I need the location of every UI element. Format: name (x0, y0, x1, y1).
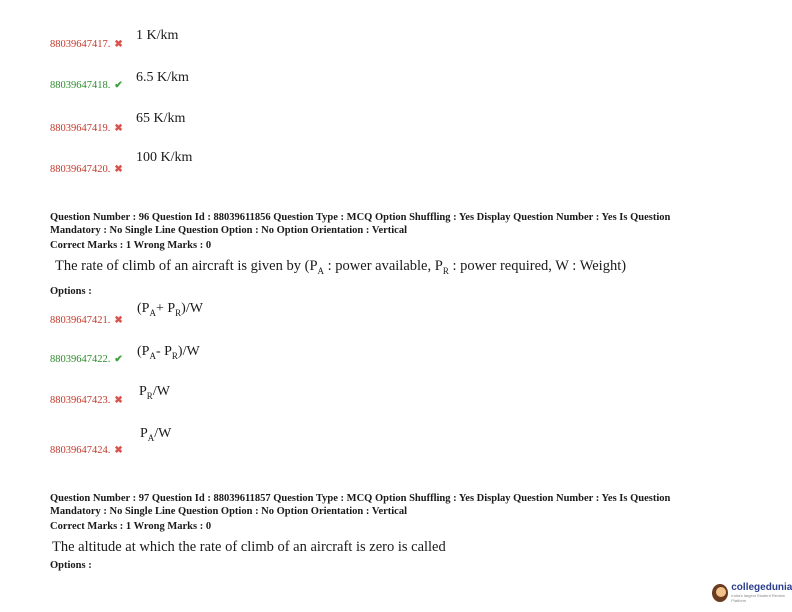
question-96-options-label: Options : (50, 286, 92, 297)
option-id-88039647419: 88039647419. ✖ (50, 123, 123, 134)
wrong-mark-icon: ✖ (114, 164, 123, 175)
option-id-88039647418: 88039647418. ✔ (50, 80, 123, 91)
question-97-header (50, 493, 740, 518)
option-text-88039647421: $(P_A+ P_R)/W$ (137, 301, 203, 318)
wrong-mark-icon: ✖ (114, 315, 123, 326)
correct-check-icon: ✔ (114, 354, 123, 365)
logo-brand: collegedunia (731, 582, 792, 593)
correct-check-icon: ✔ (114, 80, 123, 91)
option-id-88039647420: 88039647420. ✖ (50, 164, 123, 175)
question-96-header-line2: Mandatory : No Single Line Question Option : No Option Orientation : Vertical (50, 224, 408, 236)
option-text-88039647418: 6.5 K/km (136, 70, 189, 85)
question-96-header (50, 212, 740, 237)
wrong-mark-icon: ✖ (114, 395, 123, 406)
option-text-88039647420: 100 K/km (136, 150, 193, 165)
question-96-marks: Correct Marks : 1 Wrong Marks : 0 (50, 240, 212, 251)
question-97-marks: Correct Marks : 1 Wrong Marks : 0 (50, 521, 212, 532)
question-96-header-line1: Question Number : 96 Question Id : 88039611856 Question Type : MCQ Option Shuffling : Yes Display Question Number : Yes Is Question (50, 212, 671, 223)
option-id-88039647421: 88039647421. ✖ (50, 315, 123, 326)
question-97-header-line1: Question Number : 97 Question Id : 88039611857 Question Type : MCQ Option Shuffling : Yes Display Question Number : Yes Is Question (50, 493, 671, 504)
option-text-88039647419: 65 K/km (136, 111, 186, 126)
wrong-mark-icon: ✖ (114, 39, 123, 50)
option-text-88039647423: $P_R/W$ (139, 384, 170, 401)
mascot-icon (712, 584, 728, 602)
option-id-88039647424: 88039647424. ✖ (50, 445, 123, 456)
logo-tagline: India's largest Student Review Platform (731, 593, 785, 603)
wrong-mark-icon: ✖ (114, 445, 123, 456)
question-96-text: The rate of climb of an aircraft is given by ($P_A$ : power available, $P_R$ : power required, W : Weight) (55, 258, 627, 276)
option-text-88039647422: ($P_A-$ $P_R)/W$ (137, 344, 200, 361)
question-97-text: The altitude at which the rate of climb of an aircraft is zero is called (52, 539, 446, 555)
collegedunia-logo (712, 583, 792, 603)
option-id-88039647423: 88039647423. ✖ (50, 395, 123, 406)
wrong-mark-icon: ✖ (114, 123, 123, 134)
option-text-88039647417: 1 K/km (136, 28, 179, 43)
option-text-88039647424: $P_A/W$ (140, 426, 172, 443)
question-97-header-line2: Mandatory : No Single Line Question Option : No Option Orientation : Vertical (50, 505, 408, 517)
question-97-options-label: Options : (50, 560, 92, 571)
option-id-88039647422: 88039647422. ✔ (50, 354, 123, 365)
option-id-88039647417: 88039647417. ✖ (50, 39, 123, 50)
